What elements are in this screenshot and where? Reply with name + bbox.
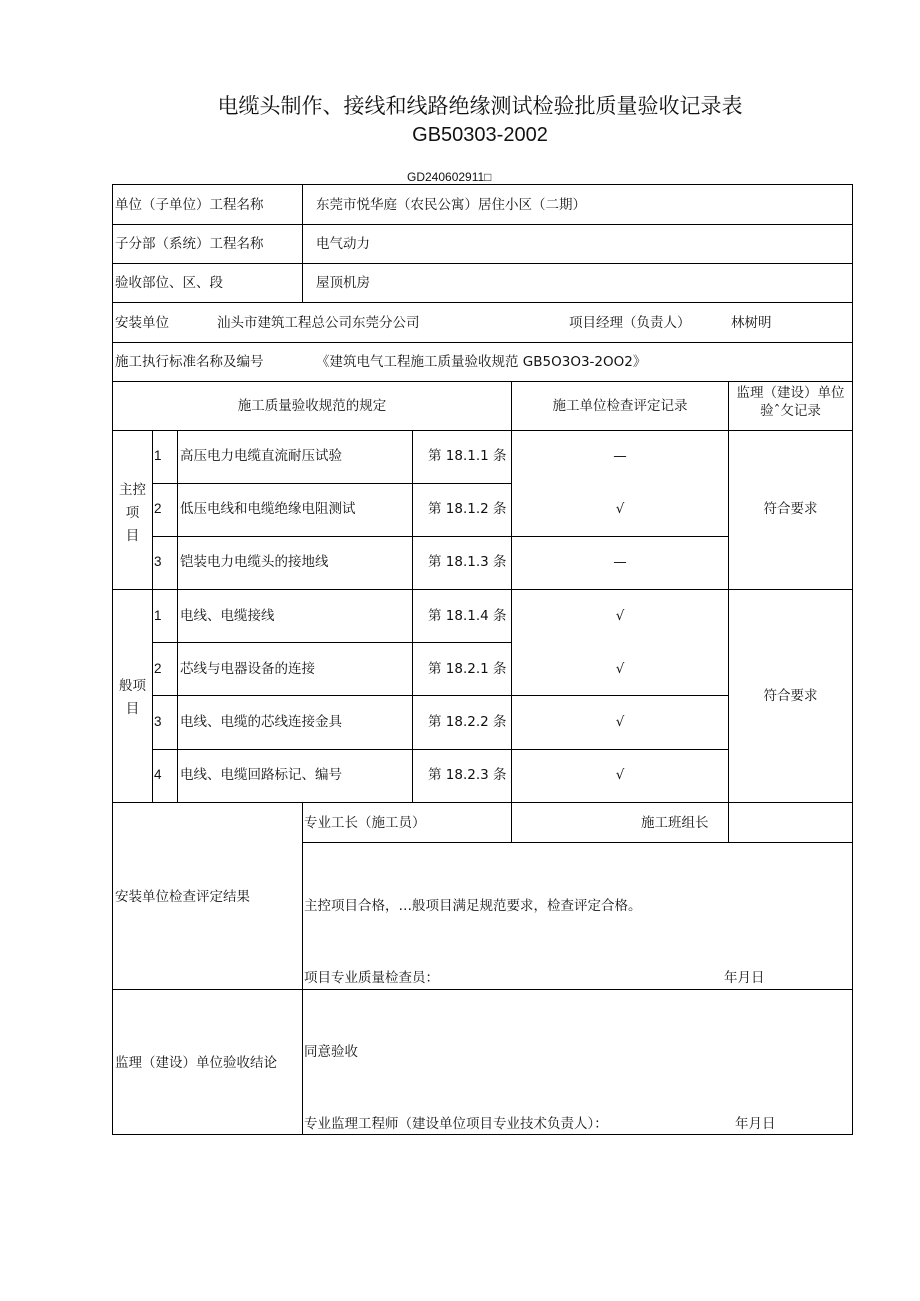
main-group-label-1: 主控 bbox=[119, 482, 146, 498]
main-item-2-name: 低压电线和电缆绝缘电阻测试 bbox=[180, 501, 356, 517]
general-group-label-2: 目 bbox=[125, 701, 140, 717]
norm-value: 《建筑电气工程施工质量验收规范 GB5O3O3-2OO2》 bbox=[316, 354, 647, 370]
inspection-date-label: 年月日 bbox=[724, 970, 765, 986]
installer-inspection-conclusion: 主控项目合格，…般项目满足规范要求，检查评定合格。 bbox=[304, 898, 642, 914]
main-item-1-no: 1 bbox=[154, 448, 162, 463]
project-name-value: 东莞市悦华庭（农民公寓）居住小区（二期） bbox=[316, 197, 586, 213]
installer-value: 汕头市建筑工程总公司东莞分公司 bbox=[217, 315, 420, 331]
main-item-2-clause: 第 18.1.2 条 bbox=[428, 501, 507, 517]
main-item-3-clause: 第 18.1.3 条 bbox=[428, 554, 507, 570]
team-leader-label: 施工班组长 bbox=[641, 815, 709, 831]
supervising-engineer-label: 专业监理工程师（建设单位项目专业技术负责人）： bbox=[304, 1116, 608, 1132]
project-name-label: 单位（子单位）工程名称 bbox=[115, 197, 264, 213]
general-item-4-no: 4 bbox=[154, 767, 162, 782]
general-item-1-clause: 第 18.1.4 条 bbox=[428, 608, 507, 624]
location-label: 验收部位、区、段 bbox=[115, 275, 223, 291]
general-item-3-name: 电线、电缆的芯线连接金具 bbox=[180, 714, 342, 730]
main-item-2-record: √ bbox=[615, 501, 625, 517]
project-manager-label: 项目经理（负责人） bbox=[569, 315, 691, 331]
location-value: 屋顶机房 bbox=[316, 275, 370, 291]
general-item-3-no: 3 bbox=[154, 714, 162, 729]
project-manager-value: 林树明 bbox=[731, 315, 772, 331]
contractor-column-header: 施工单位检查评定记录 bbox=[552, 398, 688, 414]
main-group-label-3: 目 bbox=[125, 528, 140, 544]
general-item-1-no: 1 bbox=[154, 608, 162, 623]
general-item-4-record: √ bbox=[615, 767, 625, 783]
general-item-2-record: √ bbox=[615, 661, 625, 677]
main-item-3-name: 铠装电力电缆头的接地线 bbox=[180, 554, 329, 570]
installer-inspection-label: 安装单位检查评定结果 bbox=[115, 889, 250, 905]
supervision-conclusion: 同意验收 bbox=[304, 1044, 358, 1060]
supervision-label: 监理（建设）单位验收结论 bbox=[115, 1055, 277, 1071]
norm-label: 施工执行标准名称及编号 bbox=[115, 354, 264, 370]
subproject-label: 子分部（系统）工程名称 bbox=[115, 236, 264, 252]
spec-column-header: 施工质量验收规范的规定 bbox=[237, 398, 387, 414]
general-group-result: 符合要求 bbox=[763, 688, 818, 704]
quality-inspector-label: 项目专业质量检查员： bbox=[304, 970, 439, 986]
general-group-label-1: 般项 bbox=[119, 678, 146, 694]
main-item-1-clause: 第 18.1.1 条 bbox=[428, 448, 507, 464]
general-item-4-clause: 第 18.2.3 条 bbox=[428, 767, 507, 783]
general-item-4-name: 电线、电缆回路标记、编号 bbox=[180, 767, 342, 783]
general-item-3-record: √ bbox=[615, 714, 625, 730]
supervisor-column-header-line1: 监理（建设）单位 bbox=[736, 385, 845, 401]
main-item-3-no: 3 bbox=[154, 554, 162, 569]
main-item-1-record: — bbox=[613, 448, 627, 464]
document-title: 电缆头制作、接线和线路绝缘测试检验批质量验收记录表 bbox=[217, 94, 743, 118]
general-item-1-record: √ bbox=[615, 608, 625, 624]
main-group-result: 符合要求 bbox=[763, 501, 818, 517]
record-code: GD240602911□ bbox=[407, 170, 492, 184]
standard-code: GB50303-2002 bbox=[412, 124, 548, 146]
supervisor-column-header-line2: 验ˆ攵记录 bbox=[760, 403, 821, 419]
general-item-3-clause: 第 18.2.2 条 bbox=[428, 714, 507, 730]
general-item-2-clause: 第 18.2.1 条 bbox=[428, 661, 507, 677]
general-item-2-no: 2 bbox=[154, 661, 162, 676]
subproject-value: 电气动力 bbox=[316, 236, 370, 252]
foreman-label: 专业工长（施工员） bbox=[304, 815, 426, 831]
main-item-1-name: 高压电力电缆直流耐压试验 bbox=[180, 448, 342, 464]
main-item-3-record: — bbox=[613, 554, 627, 570]
general-item-2-name: 芯线与电器设备的连接 bbox=[180, 661, 315, 677]
supervision-date-label: 年月日 bbox=[735, 1116, 776, 1132]
installer-label: 安装单位 bbox=[115, 315, 169, 331]
general-item-1-name: 电线、电缆接线 bbox=[180, 608, 275, 624]
main-item-2-no: 2 bbox=[154, 501, 162, 516]
main-group-label-2: 项 bbox=[125, 505, 140, 521]
